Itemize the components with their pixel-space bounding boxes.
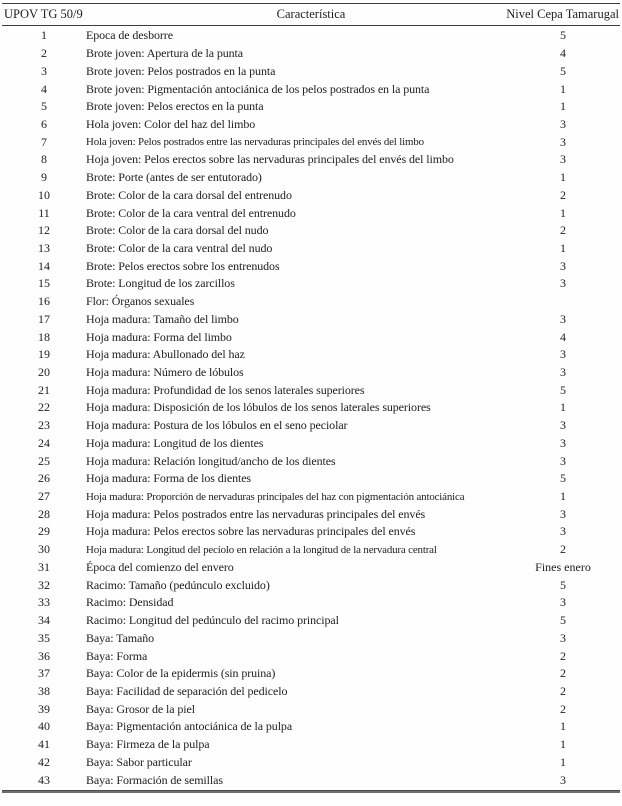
table-row [2,736,620,754]
table-row [2,45,620,63]
table-row [2,399,620,417]
table-row [2,541,620,559]
row-number: 29 [38,524,50,539]
row-nivel: 1 [560,170,566,185]
row-caracteristica: Baya: Pigmentación antociánica de la pulpa [86,719,293,734]
table-row [2,328,620,346]
row-nivel: 3 [560,630,566,645]
row-number: 30 [38,542,50,557]
table-bottom-rule [2,790,620,793]
row-number: 5 [41,99,47,114]
row-caracteristica: Brote joven: Pelos erectos en la punta [86,99,264,114]
row-caracteristica: Baya: Color de la epidermis (sin pruina) [86,666,276,681]
row-number: 41 [38,737,50,752]
table-row [2,169,620,187]
table-header-row [2,3,620,26]
row-caracteristica: Hoja madura: Disposición de los lóbulos de los senos laterales superiores [86,400,431,415]
row-caracteristica: Baya: Grosor de la piel [86,701,195,716]
row-number: 28 [38,506,50,521]
row-nivel: 3 [560,524,566,539]
row-caracteristica: Brote joven: Pigmentación antociánica de los pelos postrados en la punta [86,81,430,96]
table-row [2,576,620,594]
table-row [2,151,620,169]
table-body [2,26,620,789]
row-number: 15 [38,276,50,291]
row-nivel: 4 [560,46,566,61]
row-caracteristica: Baya: Sabor particular [86,754,192,769]
table-row [2,417,620,435]
row-nivel: Fines enero [535,559,591,574]
row-number: 13 [38,240,50,255]
row-caracteristica: Hoja joven: Pelos erectos sobre las nervaduras principales del envés del limbo [86,152,454,167]
upov-characteristics-table [2,3,620,793]
row-caracteristica: Hoja madura: Abullonado del haz [86,347,245,362]
row-number: 3 [41,63,47,78]
row-number: 2 [41,46,47,61]
row-number: 24 [38,435,50,450]
table-row [2,771,620,789]
row-nivel: 5 [560,382,566,397]
row-caracteristica: Brote: Longitud de los zarcillos [86,276,235,291]
row-number: 11 [38,205,50,220]
table-row [2,452,620,470]
row-caracteristica: Racimo: Densidad [86,595,174,610]
row-nivel: 3 [560,453,566,468]
table-row [2,700,620,718]
row-nivel: 5 [560,471,566,486]
row-nivel: 2 [560,187,566,202]
table-row [2,612,620,630]
table-row [2,98,620,116]
table-row [2,116,620,134]
table-row [2,683,620,701]
table-row [2,753,620,771]
row-caracteristica: Hoja madura: Postura de los lóbulos en el seno peciolar [86,418,348,433]
row-caracteristica: Baya: Firmeza de la pulpa [86,737,210,752]
row-nivel: 1 [560,489,566,504]
table-row [2,559,620,577]
table-row [2,257,620,275]
header-nivel-cepa-tamarugal: Nivel Cepa Tamarugal [506,7,619,21]
row-nivel: 2 [560,666,566,681]
row-nivel: 5 [560,63,566,78]
table-row [2,204,620,222]
table-row [2,311,620,329]
table-row [2,505,620,523]
row-number: 26 [38,471,50,486]
row-nivel: 5 [560,577,566,592]
row-nivel: 3 [560,311,566,326]
row-number: 35 [38,630,50,645]
table-row [2,523,620,541]
row-caracteristica: Hoja madura: Longitud de los dientes [86,435,264,450]
row-number: 9 [41,170,47,185]
row-number: 34 [38,613,50,628]
row-number: 38 [38,683,50,698]
row-caracteristica: Hola joven: Color del haz del limbo [86,116,256,131]
row-nivel: 1 [560,205,566,220]
row-number: 27 [38,489,50,504]
row-number: 39 [38,701,50,716]
row-nivel: 3 [560,152,566,167]
row-nivel: 1 [560,737,566,752]
row-nivel: 2 [560,542,566,557]
table-row [2,27,620,45]
row-nivel: 3 [560,365,566,380]
row-nivel: 1 [560,719,566,734]
table-row [2,594,620,612]
row-number: 42 [38,754,50,769]
row-number: 16 [38,294,50,309]
table-row [2,665,620,683]
row-nivel: 5 [560,28,566,43]
row-number: 43 [38,772,50,787]
table-row [2,80,620,98]
row-caracteristica: Brote: Color de la cara dorsal del nudo [86,223,269,238]
row-nivel: 4 [560,329,566,344]
row-number: 25 [38,453,50,468]
row-caracteristica: Hoja madura: Relación longitud/ancho de los dientes [86,453,336,468]
row-nivel: 2 [560,683,566,698]
row-caracteristica: Hoja madura: Pelos postrados entre las nervaduras principales del envés [86,506,426,521]
row-caracteristica: Hoja madura: Proporción de nervaduras principales del haz con pigmentación antociánica [86,490,465,503]
row-caracteristica: Brote joven: Apertura de la punta [86,46,243,61]
row-caracteristica: Brote: Porte (antes de ser entutorado) [86,170,262,185]
row-number: 23 [38,418,50,433]
row-nivel: 5 [560,613,566,628]
row-nivel: 1 [560,400,566,415]
row-caracteristica: Brote joven: Pelos postrados en la punta [86,63,276,78]
table-row [2,222,620,240]
header-caracteristica: Característica [276,7,346,21]
row-number: 19 [38,347,50,362]
row-number: 1 [41,28,47,43]
row-nivel: 1 [560,240,566,255]
row-nivel: 1 [560,754,566,769]
row-caracteristica: Época del comienzo del envero [86,559,234,574]
row-number: 17 [38,311,50,326]
row-nivel: 3 [560,418,566,433]
row-number: 18 [38,329,50,344]
table-row [2,293,620,311]
row-nivel: 3 [560,276,566,291]
table-row [2,381,620,399]
row-number: 12 [38,223,50,238]
table-row [2,186,620,204]
table-row [2,364,620,382]
row-caracteristica: Brote: Color de la cara ventral del nudo [86,240,273,255]
table-row [2,718,620,736]
row-caracteristica: Epoca de desborre [86,28,173,43]
row-caracteristica: Baya: Facilidad de separación del pedicelo [86,683,288,698]
row-number: 14 [38,258,50,273]
row-number: 31 [38,559,50,574]
table-row [2,275,620,293]
row-number: 10 [38,187,50,202]
row-caracteristica: Hola joven: Pelos postrados entre las nervaduras principales del envés del limbo [86,136,424,149]
table-row [2,470,620,488]
row-number: 6 [41,116,47,131]
row-caracteristica: Baya: Formación de semillas [86,772,223,787]
row-nivel: 2 [560,648,566,663]
row-caracteristica: Flor: Órganos sexuales [86,294,195,309]
table-row [2,435,620,453]
row-number: 7 [41,134,47,149]
row-caracteristica: Hoja madura: Forma de los dientes [86,471,251,486]
table-row [2,647,620,665]
row-nivel: 3 [560,347,566,362]
row-number: 8 [41,152,47,167]
row-number: 21 [38,382,50,397]
row-nivel: 3 [560,772,566,787]
row-nivel: 1 [560,99,566,114]
table-row [2,629,620,647]
row-number: 36 [38,648,50,663]
row-caracteristica: Racimo: Longitud del pedúnculo del racimo principal [86,613,339,628]
row-caracteristica: Hoja madura: Tamaño del limbo [86,311,239,326]
row-number: 33 [38,595,50,610]
row-nivel: 2 [560,223,566,238]
row-caracteristica: Hoja madura: Forma del limbo [86,329,232,344]
row-number: 20 [38,365,50,380]
row-number: 40 [38,719,50,734]
row-nivel: 3 [560,435,566,450]
row-caracteristica: Hoja madura: Pelos erectos sobre las nervaduras principales del envés [86,524,416,539]
table-row [2,240,620,258]
row-caracteristica: Brote: Color de la cara ventral del entrenudo [86,205,296,220]
row-number: 37 [38,666,50,681]
row-caracteristica: Baya: Forma [86,648,148,663]
row-caracteristica: Brote: Pelos erectos sobre los entrenudos [86,258,280,273]
row-nivel: 3 [560,258,566,273]
row-nivel: 3 [560,595,566,610]
table-row [2,133,620,151]
row-number: 32 [38,577,50,592]
header-upov-tg: UPOV TG 50/9 [4,7,83,21]
row-number: 22 [38,400,50,415]
row-caracteristica: Hoja madura: Número de lóbulos [86,365,244,380]
table-row [2,346,620,364]
row-nivel: 3 [560,134,566,149]
row-caracteristica: Hoja madura: Profundidad de los senos laterales superiores [86,382,365,397]
row-number: 4 [41,81,47,96]
row-nivel: 3 [560,116,566,131]
row-caracteristica: Brote: Color de la cara dorsal del entrenudo [86,187,292,202]
table-row [2,62,620,80]
row-nivel: 1 [560,81,566,96]
row-caracteristica: Hoja madura: Longitud del pecíolo en relación a la longitud de la nervadura central [86,543,437,556]
row-nivel: 3 [560,506,566,521]
table-row [2,488,620,506]
row-caracteristica: Baya: Tamaño [86,630,155,645]
row-caracteristica: Racimo: Tamaño (pedúnculo excluido) [86,577,270,592]
row-nivel: 2 [560,701,566,716]
